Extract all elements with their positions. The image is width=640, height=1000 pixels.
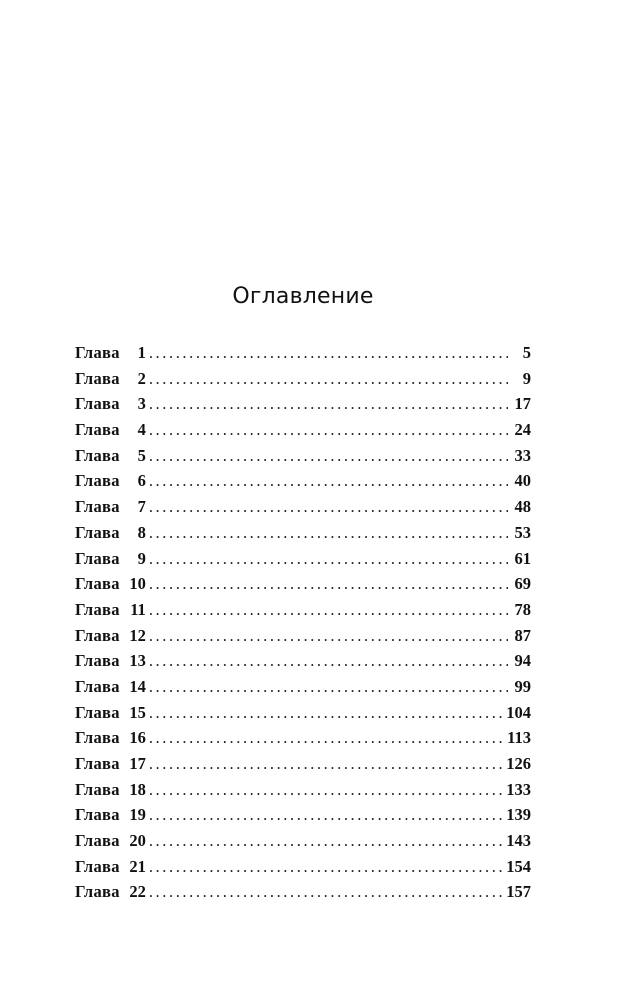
toc-entry — [75, 546, 531, 572]
toc-entry-label: Глава — [75, 779, 120, 799]
dot-leader — [149, 648, 508, 674]
toc-entry-number: 5 — [137, 445, 146, 465]
dot-leader — [149, 700, 503, 726]
toc-entry — [75, 751, 531, 777]
toc-entry-label: Глава — [75, 343, 120, 362]
toc-entry-number: 17 — [129, 754, 146, 773]
toc-entry-page: 24 — [514, 420, 531, 440]
toc-entry-page: 87 — [514, 625, 531, 645]
dot-leader — [149, 520, 508, 546]
toc-entry — [75, 725, 531, 751]
dot-leader — [149, 623, 508, 649]
toc-entry-label: Глава — [75, 394, 120, 414]
dot-leader — [149, 494, 508, 520]
toc-entry-page: 61 — [514, 548, 531, 568]
toc-entry-number: 14 — [129, 676, 146, 696]
dot-leader — [149, 391, 508, 417]
toc-entry-label: Глава — [75, 702, 120, 722]
toc-entry-number: 2 — [137, 368, 146, 388]
toc-entry-page: 33 — [514, 445, 531, 465]
toc-entry-page: 143 — [506, 831, 531, 851]
toc-entry-label: Глава — [75, 651, 120, 671]
dot-leader — [149, 571, 508, 597]
toc-entry-label: Глава — [75, 497, 120, 517]
toc-entry — [75, 700, 531, 726]
toc-entry-number: 16 — [129, 728, 146, 748]
toc-entry-number: 21 — [129, 856, 146, 876]
toc-entry — [75, 494, 531, 520]
dot-leader — [149, 854, 503, 880]
toc-list — [75, 340, 531, 905]
toc-heading: Оглавление — [232, 284, 374, 309]
toc-entry — [75, 417, 531, 443]
toc-entry-page: 9 — [522, 368, 531, 388]
toc-entry-number: 15 — [129, 702, 146, 722]
toc-entry — [75, 520, 531, 546]
toc-entry — [75, 597, 531, 623]
toc-entry — [75, 443, 531, 469]
toc-entry — [75, 340, 531, 366]
dot-leader — [149, 340, 508, 366]
toc-entry — [75, 366, 531, 392]
toc-entry-label: Глава — [75, 599, 120, 619]
toc-entry-page: 154 — [506, 856, 531, 876]
toc-entry-label: Глава — [75, 676, 120, 696]
toc-entry — [75, 571, 531, 597]
toc-entry-number: 12 — [129, 625, 146, 645]
toc-entry-page: 94 — [514, 651, 531, 671]
toc-entry-page: 99 — [514, 676, 531, 696]
toc-entry-label: Глава — [75, 625, 120, 645]
toc-entry-label: Глава — [75, 522, 120, 542]
toc-entry-label: Глава — [75, 368, 120, 388]
toc-entry-label: Глава — [75, 882, 120, 902]
toc-entry-label: Глава — [75, 728, 120, 748]
toc-entry-number: 22 — [129, 882, 146, 902]
toc-entry-page: 113 — [507, 728, 531, 748]
toc-entry-label: Глава — [75, 805, 120, 825]
toc-entry-page: 104 — [506, 702, 531, 722]
toc-entry-number: 4 — [137, 420, 146, 440]
toc-entry-label: Глава — [75, 548, 120, 568]
toc-entry — [75, 802, 531, 828]
toc-entry-label: Глава — [75, 856, 120, 876]
dot-leader — [149, 802, 503, 828]
toc-entry-number: 3 — [137, 394, 146, 414]
toc-entry-page: 5 — [522, 343, 531, 362]
dot-leader — [149, 828, 503, 854]
toc-entry — [75, 674, 531, 700]
toc-entry-page: 40 — [514, 471, 531, 491]
toc-entry — [75, 468, 531, 494]
dot-leader — [149, 777, 503, 803]
toc-entry-page: 126 — [506, 754, 531, 773]
toc-entry — [75, 648, 531, 674]
toc-entry-number: 7 — [137, 497, 146, 517]
dot-leader — [149, 674, 508, 700]
dot-leader — [149, 366, 508, 392]
toc-entry — [75, 623, 531, 649]
toc-entry-page: 157 — [506, 882, 531, 902]
dot-leader — [149, 597, 508, 623]
dot-leader — [149, 879, 503, 905]
toc-entry-number: 8 — [137, 522, 146, 542]
toc-entry-page: 139 — [506, 805, 531, 825]
toc-entry — [75, 854, 531, 880]
dot-leader — [149, 725, 504, 751]
toc-entry-page: 53 — [514, 522, 531, 542]
toc-entry-number: 13 — [129, 651, 146, 671]
toc-entry-number: 1 — [137, 343, 146, 362]
toc-entry-page: 48 — [514, 497, 531, 517]
dot-leader — [149, 468, 508, 494]
toc-entry-page: 133 — [506, 779, 531, 799]
toc-entry-number: 11 — [130, 599, 146, 619]
toc-entry-number: 20 — [129, 831, 146, 851]
toc-entry-page: 78 — [514, 599, 531, 619]
dot-leader — [149, 417, 508, 443]
toc-entry-label: Глава — [75, 420, 120, 440]
toc-entry — [75, 828, 531, 854]
dot-leader — [149, 443, 508, 469]
toc-entry-number: 9 — [137, 548, 146, 568]
toc-entry-number: 10 — [129, 574, 146, 594]
toc-entry-label: Глава — [75, 831, 120, 851]
toc-entry-page: 69 — [514, 574, 531, 594]
dot-leader — [149, 546, 508, 572]
toc-entry-label: Глава — [75, 574, 120, 594]
toc-entry-number: 18 — [129, 779, 146, 799]
toc-entry — [75, 391, 531, 417]
toc-entry-label: Глава — [75, 471, 120, 491]
toc-entry — [75, 879, 531, 905]
toc-entry — [75, 777, 531, 803]
dot-leader — [149, 751, 503, 777]
toc-entry-number: 19 — [129, 805, 146, 825]
toc-entry-number: 6 — [137, 471, 146, 491]
toc-entry-label: Глава — [75, 754, 120, 773]
toc-entry-label: Глава — [75, 445, 120, 465]
toc-entry-page: 17 — [514, 394, 531, 414]
